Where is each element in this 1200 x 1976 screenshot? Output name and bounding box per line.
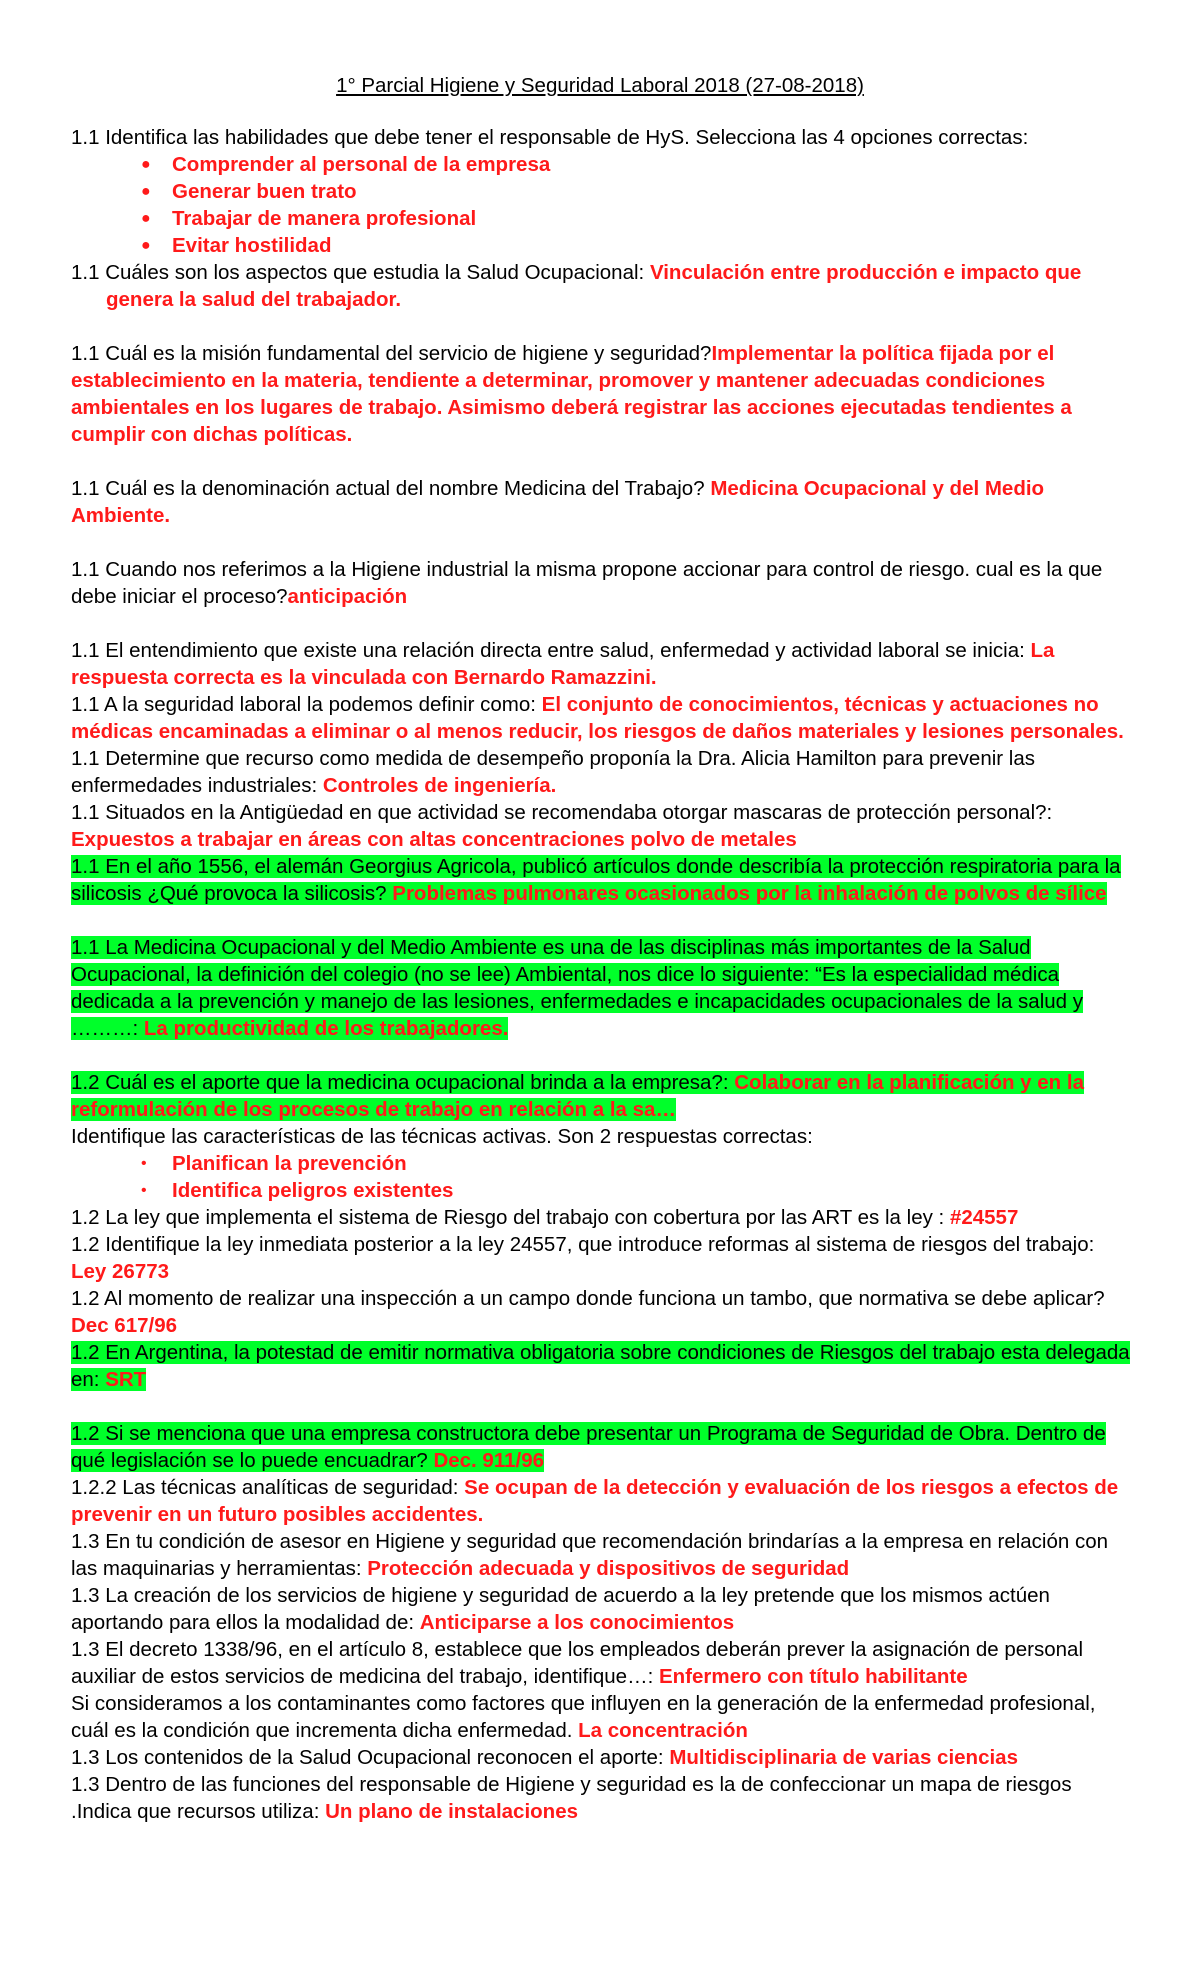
answer-option: ● Trabajar de manera profesional xyxy=(141,207,477,230)
answer-option: • Planifican la prevención xyxy=(141,1152,407,1175)
question-paragraph xyxy=(71,1204,1133,1231)
answer-text: anticipación xyxy=(287,585,408,608)
bullet-icon: ● xyxy=(141,237,151,254)
spacer xyxy=(71,610,1133,637)
answer-text: Se ocupan de la detección y evaluación de los riesgos a efectos de prevenir en un futuro posibles accidentes. xyxy=(71,1476,1119,1526)
question-paragraph xyxy=(71,1690,1133,1744)
bullet-icon: ● xyxy=(141,183,151,200)
answer-text: Enfermero con título habilitante xyxy=(658,1665,968,1688)
question-paragraph xyxy=(71,556,1133,610)
answer-text: Dec 617/96 xyxy=(71,1314,178,1337)
highlighted-question xyxy=(71,1339,1133,1393)
question-text: 1.1 Cuál es la misión fundamental del servicio de higiene y seguridad? xyxy=(71,342,712,365)
answer-text: Un plano de instalaciones xyxy=(325,1800,578,1823)
question-text: 1.1 La Medicina Ocupacional y del Medio Ambiente es una de las disciplinas más importantes de la Salud Ocupacional, la definición del colegio (no se lee) Ambiental, nos dice lo siguiente: “Es la especialidad médica dedicada a la prevención y manejo de las lesiones, enfermedades e incapacidades ocupacionales de la salud y ………: xyxy=(71,936,1083,1040)
answer-text: Medicina Ocupacional y del Medio Ambiente. xyxy=(71,477,1045,527)
answer-text: El conjunto de conocimientos, técnicas y actuaciones no médicas encaminadas a eliminar o al menos reducir, los riesgos de daños materiales y lesiones personales. xyxy=(71,693,1124,743)
spacer xyxy=(71,1042,1133,1069)
question-text: 1.1 Situados en la Antigüedad en que actividad se recomendaba otorgar mascaras de protección personal?: xyxy=(71,801,1053,824)
answer-text: Problemas pulmonares ocasionados por la inhalación de polvos de sílice xyxy=(392,882,1107,905)
bullet-icon: ● xyxy=(141,156,151,173)
highlighted-question xyxy=(71,934,1133,1042)
answer-text: La productividad de los trabajadores. xyxy=(143,1017,509,1040)
answer-text: Multidisciplinaria de varias ciencias xyxy=(669,1746,1018,1769)
answer-text: #24557 xyxy=(949,1206,1019,1229)
question-text: 1.1 Determine que recurso como medida de desempeño proponía la Dra. Alicia Hamilton para prevenir las enfermedades industriales: xyxy=(71,747,1036,797)
spacer xyxy=(71,448,1133,475)
question-paragraph xyxy=(71,340,1133,448)
question-paragraph xyxy=(71,1582,1133,1636)
question-text: 1.1 Cuáles son los aspectos que estudia la Salud Ocupacional: xyxy=(71,261,650,284)
spacer xyxy=(71,313,1133,340)
answer-option: • Identifica peligros existentes xyxy=(141,1179,454,1202)
answer-text: Ley 26773 xyxy=(71,1260,170,1283)
answer-text: Controles de ingeniería. xyxy=(322,774,557,797)
question-paragraph xyxy=(71,1771,1133,1825)
answer-text: Vinculación entre producción e impacto que genera la salud del trabajador. xyxy=(106,261,1082,311)
question-paragraph xyxy=(71,799,1133,853)
document-body xyxy=(71,124,1133,1825)
spacer xyxy=(71,1393,1133,1420)
question-text: 1.3 El decreto 1338/96, en el artículo 8, establece que los empleados deberán prever la asignación de personal auxiliar de estos servicios de medicina del trabajo, identifique…: xyxy=(71,1638,1084,1688)
question-paragraph xyxy=(71,259,1133,313)
bullet-icon: • xyxy=(141,1155,147,1172)
question-paragraph xyxy=(71,745,1133,799)
answer-option: ● Generar buen trato xyxy=(141,180,357,203)
question-text: 1.1 A la seguridad laboral la podemos definir como: xyxy=(71,693,542,716)
spacer xyxy=(71,907,1133,934)
answer-text: La respuesta correcta es la vinculada con Bernardo Ramazzini. xyxy=(71,639,1055,689)
question-paragraph xyxy=(71,691,1133,745)
bullet-icon: ● xyxy=(141,210,151,227)
answer-text: Anticiparse a los conocimientos xyxy=(419,1611,735,1634)
question-paragraph xyxy=(71,1231,1133,1285)
document-title: 1° Parcial Higiene y Seguridad Laboral 2018 (27-08-2018) xyxy=(336,74,864,97)
question-text: 1.3 En tu condición de asesor en Higiene y seguridad que recomendación brindarías a la empresa en relación con las maquinarias y herramientas: xyxy=(71,1530,1109,1580)
question-text: 1.2.2 Las técnicas analíticas de seguridad: xyxy=(71,1476,465,1499)
question-paragraph xyxy=(71,1285,1133,1339)
question-text: 1.2 Identifique la ley inmediata posterior a la ley 24557, que introduce reformas al sistema de riesgos del trabajo: xyxy=(71,1233,1095,1256)
answer-text: Protección adecuada y dispositivos de seguridad xyxy=(367,1557,850,1580)
answer-text: Dec. 911/96 xyxy=(433,1449,545,1472)
question-text: 1.1 Cuando nos referimos a la Higiene industrial la misma propone accionar para control de riesgo. cual es la que debe iniciar el proceso? xyxy=(71,558,1103,608)
question-text: 1.2 Cuál es el aporte que la medicina ocupacional brinda a la empresa?: xyxy=(71,1071,735,1094)
answer-text: La concentración xyxy=(578,1719,748,1742)
question-paragraph xyxy=(71,637,1133,691)
question-text: 1.2 En Argentina, la potestad de emitir normativa obligatoria sobre condiciones de Riesgos del trabajo esta delegada en: xyxy=(71,1341,1130,1391)
answer-options-list xyxy=(71,151,1133,259)
bullet-icon: • xyxy=(141,1182,147,1199)
highlighted-question xyxy=(71,1420,1133,1474)
answer-text: SRT xyxy=(105,1368,147,1391)
question-text: 1.3 Los contenidos de la Salud Ocupacional reconocen el aporte: xyxy=(71,1746,670,1769)
question-text: Si consideramos a los contaminantes como factores que influyen en la generación de la enfermedad profesional, cuál es la condición que incrementa dicha enfermedad. xyxy=(71,1692,1096,1742)
question-paragraph xyxy=(71,1636,1133,1690)
answer-option: ● Comprender al personal de la empresa xyxy=(141,153,551,176)
question-paragraph xyxy=(71,1474,1133,1528)
answer-text: Expuestos a trabajar en áreas con altas concentraciones polvo de metales xyxy=(71,828,797,851)
question-text: 1.3 Dentro de las funciones del responsable de Higiene y seguridad es la de confeccionar un mapa de riesgos .Indica que recursos utiliza: xyxy=(71,1773,1072,1823)
answer-text: Implementar la política fijada por el establecimiento en la materia, tendiente a determinar, promover y mantener adecuadas condiciones ambientales en los lugares de trabajo. Asimismo deberá registrar las acciones ejecutadas tendientes a cumplir con dichas políticas. xyxy=(71,342,1072,446)
question-text: 1.1 El entendimiento que existe una relación directa entre salud, enfermedad y actividad laboral se inicia: xyxy=(71,639,1031,662)
spacer xyxy=(71,529,1133,556)
highlighted-question xyxy=(71,853,1133,907)
question-paragraph xyxy=(71,1744,1133,1771)
answer-options-list xyxy=(71,1150,1133,1204)
question-paragraph xyxy=(71,475,1133,529)
question-paragraph xyxy=(71,1528,1133,1582)
question-text: 1.1 En el año 1556, el alemán Georgius Agricola, publicó artículos donde describía la protección respiratoria para la silicosis ¿Qué provoca la silicosis? xyxy=(71,855,1121,905)
answer-text: Colaborar en la planificación y en la reformulación de los procesos de trabajo en relación a la sa… xyxy=(71,1071,1084,1121)
question-text: 1.1 Cuál es la denominación actual del nombre Medicina del Trabajo? xyxy=(71,477,711,500)
question-text: 1.2 La ley que implementa el sistema de Riesgo del trabajo con cobertura por las ART es la ley : xyxy=(71,1206,950,1229)
question-text: 1.2 Si se menciona que una empresa constructora debe presentar un Programa de Seguridad de Obra. Dentro de qué legislación se lo puede encuadrar? xyxy=(71,1422,1106,1472)
question-text: 1.2 Al momento de realizar una inspección a un campo donde funciona un tambo, que normativa se debe aplicar? xyxy=(71,1287,1105,1310)
answer-option: ● Evitar hostilidad xyxy=(141,234,332,257)
question-text: 1.3 La creación de los servicios de higiene y seguridad de acuerdo a la ley pretende que los mismos actúen aportando para ellos la modalidad de: xyxy=(71,1584,1050,1634)
highlighted-question xyxy=(71,1069,1133,1123)
question-text: 1.1 Identifica las habilidades que debe tener el responsable de HyS. Selecciona las 4 opciones correctas: xyxy=(71,126,1029,149)
question-text: Identifique las características de las técnicas activas. Son 2 respuestas correctas: xyxy=(71,1125,813,1148)
